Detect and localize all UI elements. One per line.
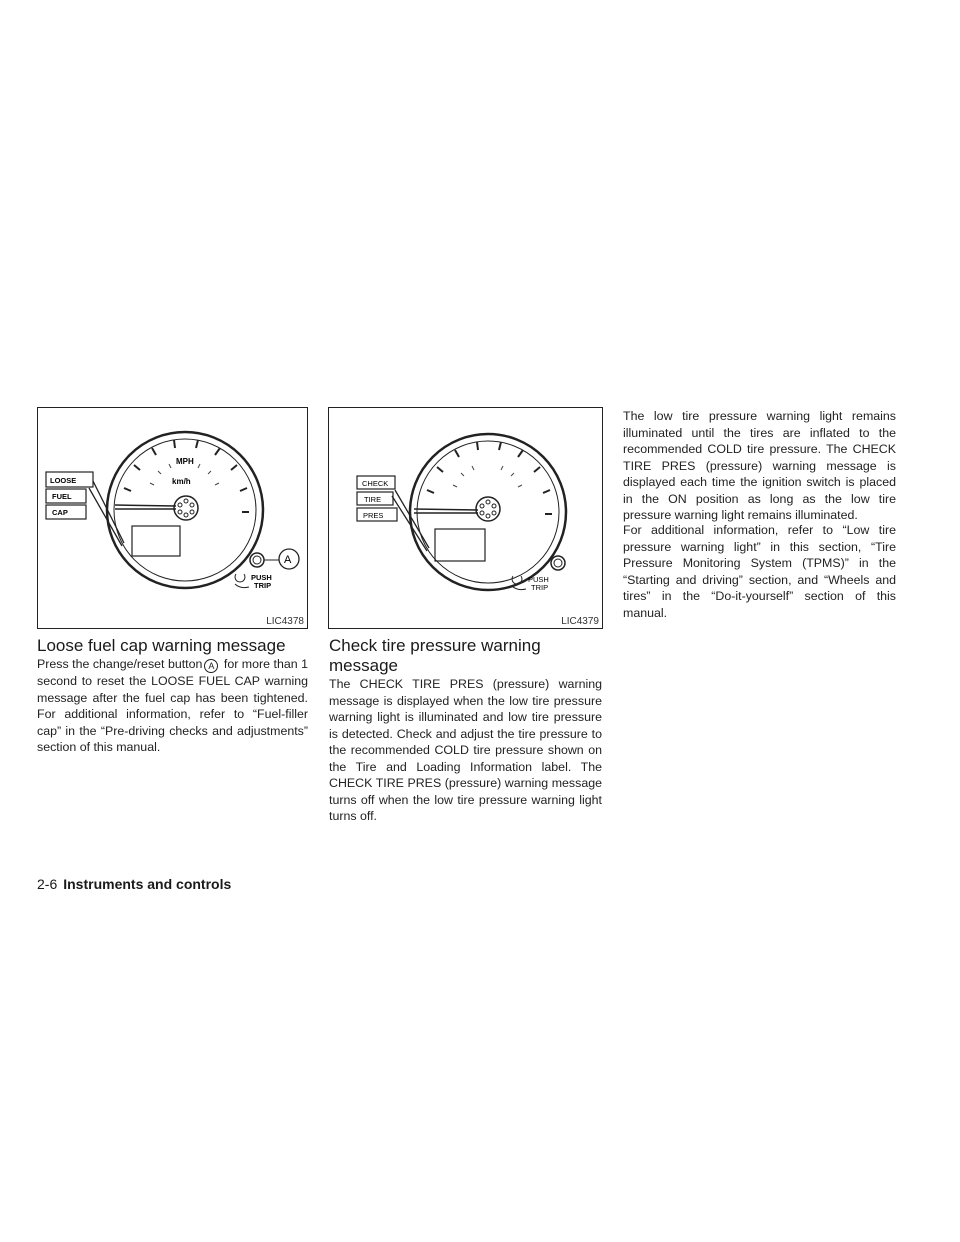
- display-line-pres: PRES: [363, 511, 384, 520]
- push-label: PUSH: [251, 573, 272, 582]
- gauge-kmh-label: km/h: [172, 477, 191, 486]
- para-text-after: for more than 1 second to reset the LOOSE FUEL CAP warning message after the fuel cap has been tightened. For additional information, refer to “Fuel-filler cap” in the “Pre-driving checks and adjustments” section of this manual.: [37, 657, 308, 754]
- gauge-mph-label: MPH: [176, 457, 194, 466]
- display-line-loose: LOOSE: [50, 476, 77, 485]
- figure-code: LIC4379: [561, 616, 599, 627]
- heading-check-tire-pressure: Check tire pressure warning message: [329, 636, 541, 675]
- page-footer: [37, 876, 231, 892]
- page-number: 2-6: [37, 876, 58, 892]
- paragraph-additional-info: For additional information, refer to “Low tire pressure warning light” in this section, “Tire Pressure Monitoring System (TPMS)” in the “Starting and driving” section, and “Wheels and tires” in the “Do-it-yourself” section of this manual.: [623, 523, 896, 620]
- trip-label: TRIP: [254, 581, 272, 590]
- para-text-before: Press the change/reset button: [37, 657, 203, 671]
- section-name: Instruments and controls: [63, 876, 232, 892]
- display-line-tire: TIRE: [364, 495, 382, 504]
- push-label: PUSH: [528, 575, 549, 584]
- trip-label: TRIP: [531, 583, 549, 592]
- speedometer-illustration: [329, 408, 602, 628]
- paragraph-check-tire-pressure: The CHECK TIRE PRES (pressure) warning message is displayed when the low tire pressure warning light is illuminated and low tire pressure is detected. Check and adjust the tire pressure to the recommended COLD tire pressure shown on the Tire and Loading Information label. The CHECK TIRE PRES (pressure) warning message turns off when the low tire pressure warning light turns off.: [329, 677, 602, 823]
- callout-a: A: [284, 554, 292, 566]
- speedometer-illustration: [38, 408, 307, 628]
- paragraph-low-tire-light: The low tire pressure warning light remains illuminated until the tires are inflated to the recommended COLD tire pressure. The CHECK TIRE PRES (pressure) warning message is displayed each time the ignition switch is placed in the ON position as long as the low tire pressure warning light remains illuminated.: [623, 409, 896, 522]
- display-line-fuel: FUEL: [52, 492, 72, 501]
- paragraph-loose-fuel-cap: [37, 656, 308, 756]
- figure-loose-fuel-cap: [37, 407, 308, 629]
- heading-loose-fuel-cap: Loose fuel cap warning message: [37, 636, 286, 655]
- figure-code: LIC4378: [266, 616, 304, 627]
- button-a-marker: A: [204, 659, 218, 673]
- display-line-cap: CAP: [52, 508, 68, 517]
- display-line-check: CHECK: [362, 479, 389, 488]
- figure-check-tire-pressure: [328, 407, 603, 629]
